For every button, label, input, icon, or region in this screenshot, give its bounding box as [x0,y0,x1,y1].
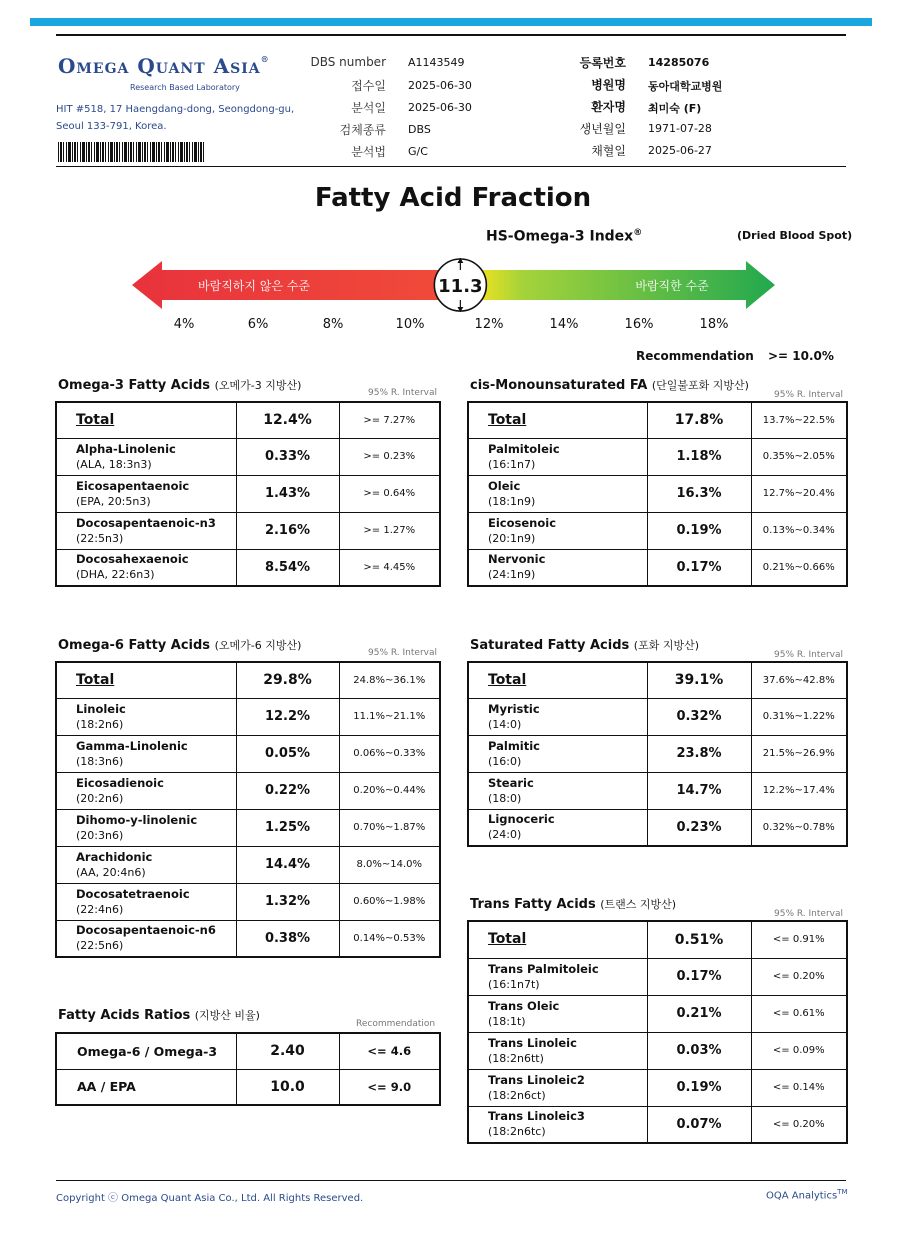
fatty-acid-value: 1.25% [236,809,339,846]
reference-interval: >= 7.27% [339,402,440,438]
field-label-registration: 등록번호 [579,56,626,70]
fatty-acid-value: 0.32% [647,698,751,735]
field-value-collection-date: 2025-06-27 [648,144,712,157]
index-value: 11.3 [438,276,483,297]
fatty-acid-name [56,475,236,512]
field-value-specimen: DBS [408,123,431,136]
fatty-acid-value: 0.19% [647,1069,751,1106]
field-label-dbs-number: DBS number [310,55,386,69]
fatty-acid-notation: (16:1n7t) [488,977,540,991]
field-label-patient: 환자명 [591,100,626,114]
fatty-acid-name [56,1033,236,1069]
tick-4: 4% [173,317,195,332]
fatty-acid-name [468,995,647,1032]
field-label-collection-date: 채혈일 [591,144,626,158]
omega6-row [56,735,440,772]
field-label-received: 접수일 [351,79,386,93]
fatty-acid-label: Alpha-Linolenic [76,441,176,456]
fatty-acid-name [468,921,647,958]
copyright: Copyright ⓒ Omega Quant Asia Co., Ltd. All Rights Reserved. [56,1193,364,1204]
omega6-row [56,698,440,735]
reference-interval: >= 4.45% [339,549,440,586]
mufa-interval-label: 95% R. Interval [774,390,843,400]
fatty-acid-label: Nervonic [488,552,546,567]
fatty-acid-value: 8.54% [236,549,339,586]
fatty-acid-name [56,512,236,549]
reference-interval: >= 0.23% [339,438,440,475]
field-label-hospital: 병원명 [591,78,626,92]
fatty-acid-notation: (EPA, 20:5n3) [76,494,151,508]
ratios-row [56,1069,440,1105]
reference-interval: <= 4.6 [339,1033,440,1069]
field-value-birthdate: 1971-07-28 [648,122,712,135]
trans-row [468,958,847,995]
fatty-acid-label: Palmitic [488,738,541,753]
fatty-acid-label: Omega-6 / Omega-3 [77,1043,218,1059]
field-label-method: 분석법 [351,145,386,159]
fatty-acid-value: 0.33% [236,438,339,475]
reference-interval: <= 0.91% [751,921,847,958]
reference-interval: <= 9.0 [339,1069,440,1105]
reference-interval: 0.35%~2.05% [751,438,847,475]
fatty-acid-name [468,512,647,549]
trans-row [468,921,847,958]
tick-16: 16% [624,317,654,332]
fatty-acid-notation: (20:1n9) [488,531,536,545]
fatty-acid-notation: (18:1n9) [488,494,536,508]
ratios-table [55,1032,441,1106]
reference-interval: 8.0%~14.0% [339,846,440,883]
fatty-acid-label: Eicosenoic [488,515,557,530]
mufa-table [467,401,848,587]
omega6-row [56,809,440,846]
trans-interval-label: 95% R. Interval [774,909,843,919]
trans-row [468,995,847,1032]
fatty-acid-label: Docosahexaenoic [76,552,189,567]
omega3-interval-label: 95% R. Interval [368,388,437,398]
fatty-acid-name [468,1106,647,1143]
header-rule-bottom [56,166,846,167]
logo-subtitle: Research Based Laboratory [130,83,240,92]
fatty-acid-name [468,1069,647,1106]
reference-interval: 0.32%~0.78% [751,809,847,846]
page-title: Fatty Acid Fraction [314,183,592,213]
fatty-acid-notation: (18:2n6ct) [488,1088,546,1102]
fatty-acid-name [56,920,236,957]
fatty-acid-name [468,662,647,698]
reference-interval: 11.1%~21.1% [339,698,440,735]
fatty-acid-label: Docosapentaenoic-n3 [76,515,216,530]
ratios-row [56,1033,440,1069]
index-marker [434,258,486,312]
reference-interval: 0.06%~0.33% [339,735,440,772]
mufa-row [468,438,847,475]
saturated-title: Saturated Fatty Acids (포화 지방산) [470,638,699,653]
fatty-acid-notation: (18:2n6tt) [488,1051,544,1065]
fatty-acid-notation: (20:2n6) [76,791,124,805]
undesirable-label: 바람직하지 않은 수준 [198,279,310,293]
fatty-acid-label: Myristic [488,701,540,716]
recommendation-label: Recommendation [636,349,754,363]
fatty-acid-value: 0.19% [647,512,751,549]
omega6-row [56,846,440,883]
field-value-registration: 14285076 [648,56,710,69]
fatty-acid-name [468,549,647,586]
fatty-acid-notation: (18:0) [488,791,522,805]
tick-10: 10% [395,317,425,332]
fatty-acid-label: Total [488,931,527,948]
reference-interval: 37.6%~42.8% [751,662,847,698]
mufa-title: cis-Monounsaturated FA (단일불포화 지방산) [470,378,749,393]
fatty-acid-notation: (18:2n6) [76,717,124,731]
fatty-acid-label: AA / EPA [77,1079,136,1095]
fatty-acid-label: Palmitoleic [488,441,560,456]
fatty-acid-value: 0.05% [236,735,339,772]
fatty-acid-notation: (18:3n6) [76,754,124,768]
fatty-acid-label: Arachidonic [76,849,153,864]
reference-interval: 0.70%~1.87% [339,809,440,846]
fatty-acid-name [468,698,647,735]
omega6-row [56,883,440,920]
fatty-acid-value: 0.38% [236,920,339,957]
fatty-acid-name [468,958,647,995]
tick-14: 14% [549,317,579,332]
fatty-acid-label: Gamma-Linolenic [76,738,188,753]
field-value-hospital: 동아대학교병원 [648,80,723,93]
omega3-row [56,475,440,512]
fatty-acid-notation: (20:3n6) [76,828,124,842]
fatty-acid-label: Trans Palmitoleic [488,961,599,976]
omega3-row [56,402,440,438]
fatty-acid-notation: (22:4n6) [76,902,124,916]
fatty-acid-label: Docosapentaenoic-n6 [76,923,216,938]
reference-interval: 12.7%~20.4% [751,475,847,512]
trans-row [468,1032,847,1069]
fatty-acid-value: 1.43% [236,475,339,512]
fatty-acid-value: 23.8% [647,735,751,772]
fatty-acid-notation: (16:1n7) [488,457,536,471]
omega6-row [56,920,440,957]
address-line-2: Seoul 133-791, Korea. [56,121,167,132]
fatty-acid-value: 0.21% [647,995,751,1032]
fatty-acid-value: 14.7% [647,772,751,809]
mufa-row [468,475,847,512]
fatty-acid-name [468,772,647,809]
reference-interval: 0.21%~0.66% [751,549,847,586]
fatty-acid-value: 1.32% [236,883,339,920]
fatty-acid-name [468,402,647,438]
desirable-zone-arrow [477,261,775,309]
fatty-acid-name [56,883,236,920]
fatty-acid-value: 1.18% [647,438,751,475]
fatty-acid-value: 14.4% [236,846,339,883]
saturated-interval-label: 95% R. Interval [774,650,843,660]
fatty-acid-notation: (18:1t) [488,1014,526,1028]
mufa-row [468,512,847,549]
fatty-acid-notation: (DHA, 22:6n3) [76,568,155,582]
trans-table [467,920,848,1144]
trans-row [468,1069,847,1106]
fatty-acid-notation: (22:5n3) [76,531,124,545]
fatty-acid-notation: (18:2n6tc) [488,1125,546,1139]
fatty-acid-value: 0.22% [236,772,339,809]
fatty-acid-name [468,735,647,772]
fatty-acid-notation: (24:1n9) [488,568,536,582]
tick-18: 18% [699,317,729,332]
ratios-recommendation-label: Recommendation [356,1019,436,1029]
fatty-acid-label: Eicosadienoic [76,775,164,790]
omega6-interval-label: 95% R. Interval [368,648,437,658]
fatty-acid-notation: (22:5n6) [76,939,124,953]
omega3-title: Omega-3 Fatty Acids (오메가-3 지방산) [58,378,302,393]
field-value-method: G/C [408,145,428,158]
reference-interval: <= 0.20% [751,1106,847,1143]
fatty-acid-label: Total [76,411,115,428]
fatty-acid-name [56,438,236,475]
fatty-acid-value: 10.0 [236,1069,339,1105]
fatty-acid-value: 2.40 [236,1033,339,1069]
tick-8: 8% [322,317,344,332]
omega3-row [56,438,440,475]
fatty-acid-label: Linoleic [76,701,126,716]
footer-brand: OQA Analytics™ [766,1188,848,1202]
field-value-analyzed: 2025-06-30 [408,101,472,114]
reference-interval: >= 1.27% [339,512,440,549]
omega3-table [55,401,441,587]
reference-interval: <= 0.20% [751,958,847,995]
fatty-acid-name [56,1069,236,1105]
reference-interval: 24.8%~36.1% [339,662,440,698]
fatty-acid-name [56,846,236,883]
fatty-acid-value: 29.8% [236,662,339,698]
reference-interval: >= 0.64% [339,475,440,512]
field-value-dbs-number: A1143549 [408,56,465,69]
fatty-acid-notation: (24:0) [488,828,522,842]
field-label-specimen: 검체종류 [339,123,386,137]
omega6-row [56,662,440,698]
fatty-acid-label: Oleic [488,478,521,493]
fatty-acid-value: 16.3% [647,475,751,512]
fatty-acid-label: Total [488,671,527,688]
fatty-acid-value: 17.8% [647,402,751,438]
footer-rule [56,1180,846,1181]
omega3-row [56,512,440,549]
fatty-acid-label: Trans Oleic [488,998,560,1013]
reference-interval: 0.20%~0.44% [339,772,440,809]
saturated-row [468,662,847,698]
barcode-icon [58,142,206,162]
fatty-acid-name [468,809,647,846]
saturated-row [468,698,847,735]
fatty-acid-value: 0.17% [647,958,751,995]
omega3-index-gauge [120,256,800,314]
fatty-acid-value: 0.07% [647,1106,751,1143]
recommendation-value: >= 10.0% [768,349,834,363]
fatty-acid-name [468,438,647,475]
trans-row [468,1106,847,1143]
fatty-acid-label: Stearic [488,775,534,790]
omega6-row [56,772,440,809]
reference-interval: 13.7%~22.5% [751,402,847,438]
fatty-acid-label: Total [488,411,527,428]
reference-interval: 0.31%~1.22% [751,698,847,735]
saturated-row [468,809,847,846]
fatty-acid-label: Trans Linoleic3 [488,1109,585,1124]
fatty-acid-value: 0.17% [647,549,751,586]
omega6-table [55,661,441,958]
fatty-acid-value: 12.2% [236,698,339,735]
saturated-table [467,661,848,847]
tick-12: 12% [474,317,504,332]
fatty-acid-notation: (16:0) [488,754,522,768]
fatty-acid-name [56,662,236,698]
fatty-acid-value: 2.16% [236,512,339,549]
fatty-acid-label: Total [76,671,115,688]
fatty-acid-name [56,735,236,772]
fatty-acid-label: Lignoceric [488,812,555,827]
fatty-acid-name [56,809,236,846]
logo: Omega Quant Asia® [58,54,270,78]
reference-interval: 0.60%~1.98% [339,883,440,920]
address-line-1: HIT #518, 17 Haengdang-dong, Seongdong-gu, [56,104,295,115]
header-rule-top [56,34,846,36]
reference-interval: 0.13%~0.34% [751,512,847,549]
ratios-title: Fatty Acids Ratios (지방산 비율) [58,1008,260,1023]
omega3-row [56,549,440,586]
reference-interval: 21.5%~26.9% [751,735,847,772]
saturated-row [468,772,847,809]
fatty-acid-name [468,475,647,512]
fatty-acid-label: Dihomo-y-linolenic [76,812,198,827]
specimen-note: (Dried Blood Spot) [737,229,853,242]
fatty-acid-label: Trans Linoleic2 [488,1072,585,1087]
field-value-patient: 최미숙 (F) [648,102,702,115]
reference-interval: 0.14%~0.53% [339,920,440,957]
desirable-label: 바람직한 수준 [635,279,709,293]
reference-interval: <= 0.09% [751,1032,847,1069]
saturated-row [468,735,847,772]
fatty-acid-label: Eicosapentaenoic [76,478,190,493]
fatty-acid-notation: (ALA, 18:3n3) [76,457,152,471]
tick-6: 6% [247,317,269,332]
field-label-birthdate: 생년월일 [579,122,626,136]
fatty-acid-name [56,698,236,735]
fatty-acid-value: 0.51% [647,921,751,958]
fatty-acid-name [468,1032,647,1069]
fatty-acid-notation: (14:0) [488,717,522,731]
field-label-analyzed: 분석일 [351,101,386,115]
fatty-acid-value: 0.23% [647,809,751,846]
fatty-acid-name [56,402,236,438]
fatty-acid-value: 12.4% [236,402,339,438]
fatty-acid-value: 0.03% [647,1032,751,1069]
fatty-acid-value: 39.1% [647,662,751,698]
index-title: HS-Omega-3 Index® [486,228,643,245]
fatty-acid-notation: (AA, 20:4n6) [76,865,146,879]
fatty-acid-name [56,549,236,586]
fatty-acid-label: Docosatetraenoic [76,886,190,901]
trans-title: Trans Fatty Acids (트랜스 지방산) [470,897,677,912]
top-accent-bar [30,18,872,26]
reference-interval: <= 0.14% [751,1069,847,1106]
fatty-acid-label: Trans Linoleic [488,1035,577,1050]
field-value-received: 2025-06-30 [408,79,472,92]
reference-interval: 12.2%~17.4% [751,772,847,809]
reference-interval: <= 0.61% [751,995,847,1032]
mufa-row [468,402,847,438]
fatty-acid-name [56,772,236,809]
mufa-row [468,549,847,586]
omega6-title: Omega-6 Fatty Acids (오메가-6 지방산) [58,638,302,653]
